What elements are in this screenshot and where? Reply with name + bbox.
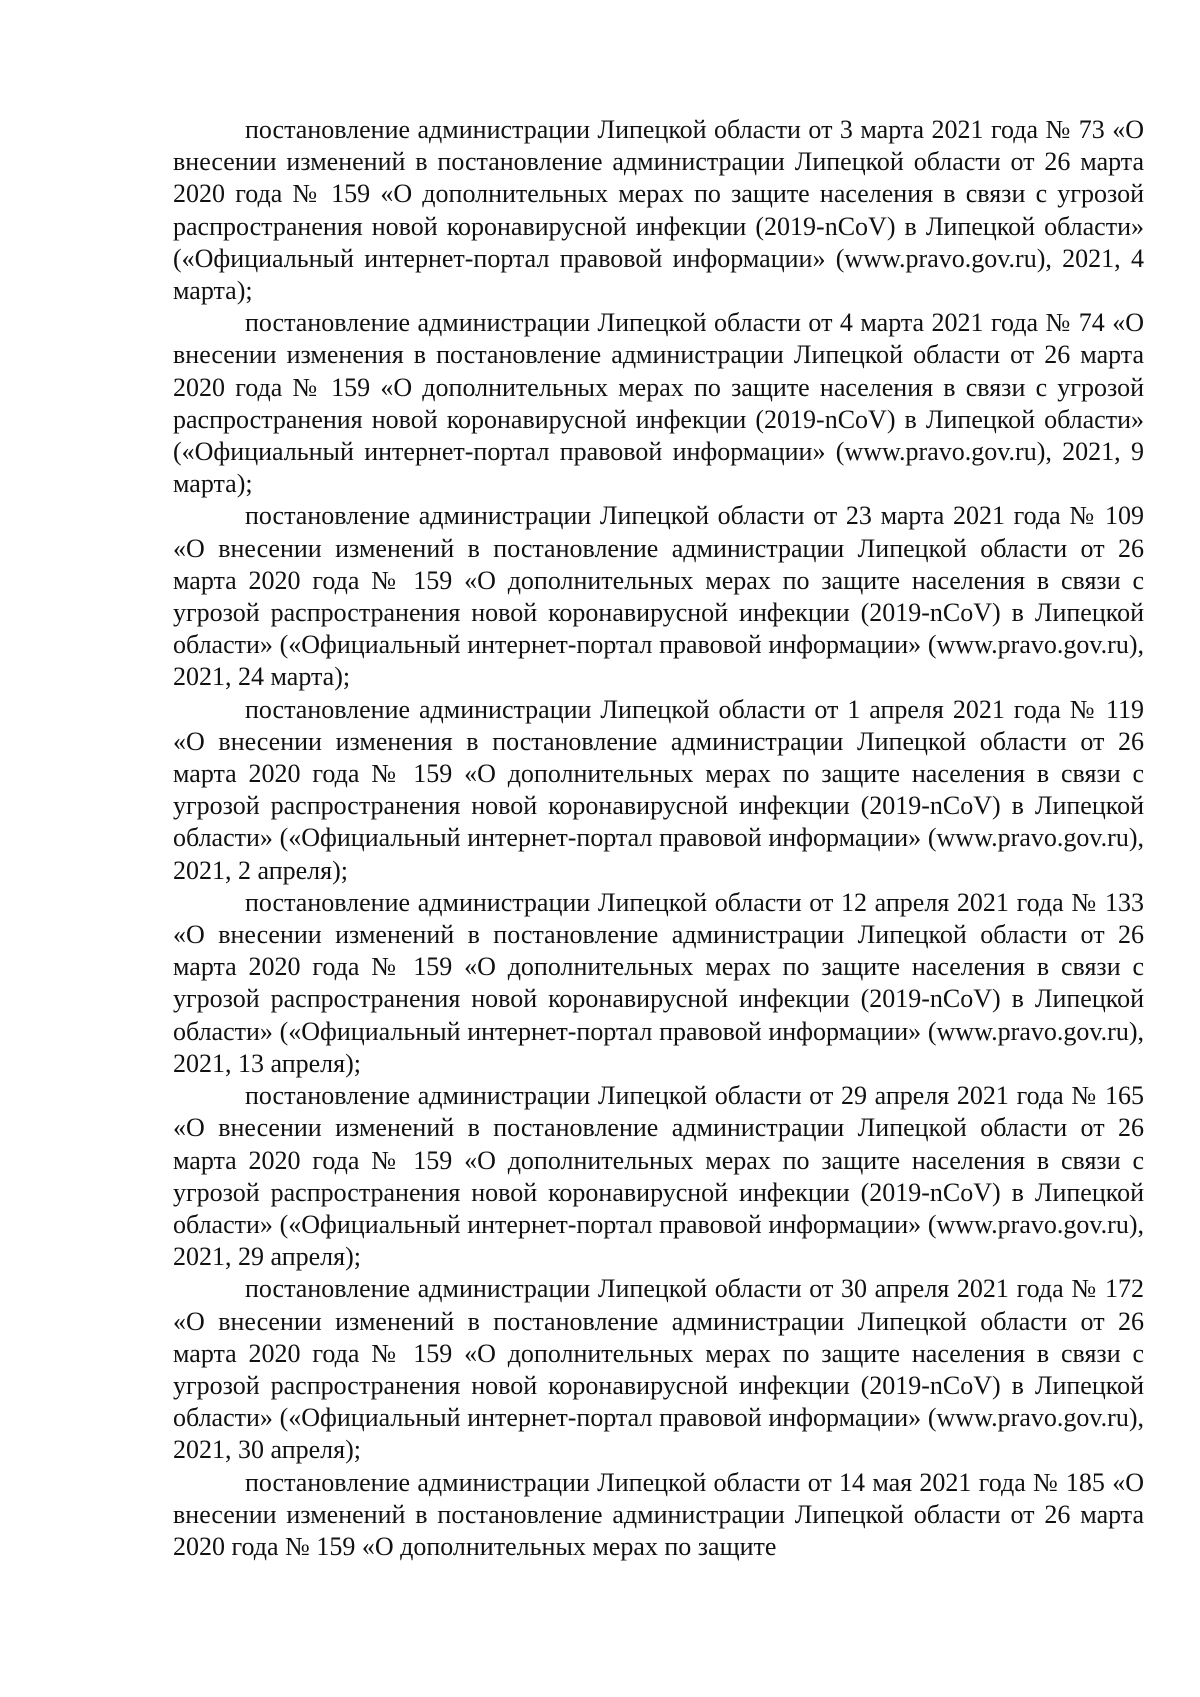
paragraph-resolution-185: постановление администрации Липецкой области от 14 мая 2021 года № 185 «О внесении изменений в постановление администрации Липецкой области от 26 марта 2020 года № 159 «О дополнительных мерах по защите xyxy=(173,1467,1144,1561)
paragraph-resolution-172: постановление администрации Липецкой области от 30 апреля 2021 года № 172 «О внесении изменений в постановление администрации Липецкой области от 26 марта 2020 года № 159 «О дополнительных мерах по защите населения в связи с угрозой распространения новой коронавирусной инфекции (2019-nCoV) в Липецкой области» («Официальный интернет-портал правовой информации» (www.pravo.gov.ru), 2021, 30 апреля); xyxy=(173,1274,1144,1465)
paragraph-resolution-109: постановление администрации Липецкой области от 23 марта 2021 года № 109 «О внесении изменений в постановление администрации Липецкой области от 26 марта 2020 года № 159 «О дополнительных мерах по защите населения в связи с угрозой распространения новой коронавирусной инфекции (2019-nCoV) в Липецкой области» («Официальный интернет-портал правовой информации» (www.pravo.gov.ru), 2021, 24 марта); xyxy=(173,501,1144,692)
paragraph-resolution-119: постановление администрации Липецкой области от 1 апреля 2021 года № 119 «О внесении изменения в постановление администрации Липецкой области от 26 марта 2020 года № 159 «О дополнительных мерах по защите населения в связи с угрозой распространения новой коронавирусной инфекции (2019-nCoV) в Липецкой области» («Официальный интернет-портал правовой информации» (www.pravo.gov.ru), 2021, 2 апреля); xyxy=(173,694,1144,885)
paragraph-resolution-73: постановление администрации Липецкой области от 3 марта 2021 года № 73 «О внесении изменений в постановление администрации Липецкой области от 26 марта 2020 года № 159 «О дополнительных мерах по защите населения в связи с угрозой распространения новой коронавирусной инфекции (2019-nCoV) в Липецкой области» («Официальный интернет-портал правовой информации» (www.pravo.gov.ru), 2021, 4 марта); xyxy=(173,115,1144,306)
paragraph-resolution-133: постановление администрации Липецкой области от 12 апреля 2021 года № 133 «О внесении изменений в постановление администрации Липецкой области от 26 марта 2020 года № 159 «О дополнительных мерах по защите населения в связи с угрозой распространения новой коронавирусной инфекции (2019-nCoV) в Липецкой области» («Официальный интернет-портал правовой информации» (www.pravo.gov.ru), 2021, 13 апреля); xyxy=(173,887,1144,1078)
document-body xyxy=(173,114,1144,1563)
paragraph-resolution-74: постановление администрации Липецкой области от 4 марта 2021 года № 74 «О внесении изменения в постановление администрации Липецкой области от 26 марта 2020 года № 159 «О дополнительных мерах по защите населения в связи с угрозой распространения новой коронавирусной инфекции (2019-nCoV) в Липецкой области» («Официальный интернет-портал правовой информации» (www.pravo.gov.ru), 2021, 9 марта); xyxy=(173,308,1144,499)
paragraph-resolution-165: постановление администрации Липецкой области от 29 апреля 2021 года № 165 «О внесении изменений в постановление администрации Липецкой области от 26 марта 2020 года № 159 «О дополнительных мерах по защите населения в связи с угрозой распространения новой коронавирусной инфекции (2019-nCoV) в Липецкой области» («Официальный интернет-портал правовой информации» (www.pravo.gov.ru), 2021, 29 апреля); xyxy=(173,1081,1144,1272)
